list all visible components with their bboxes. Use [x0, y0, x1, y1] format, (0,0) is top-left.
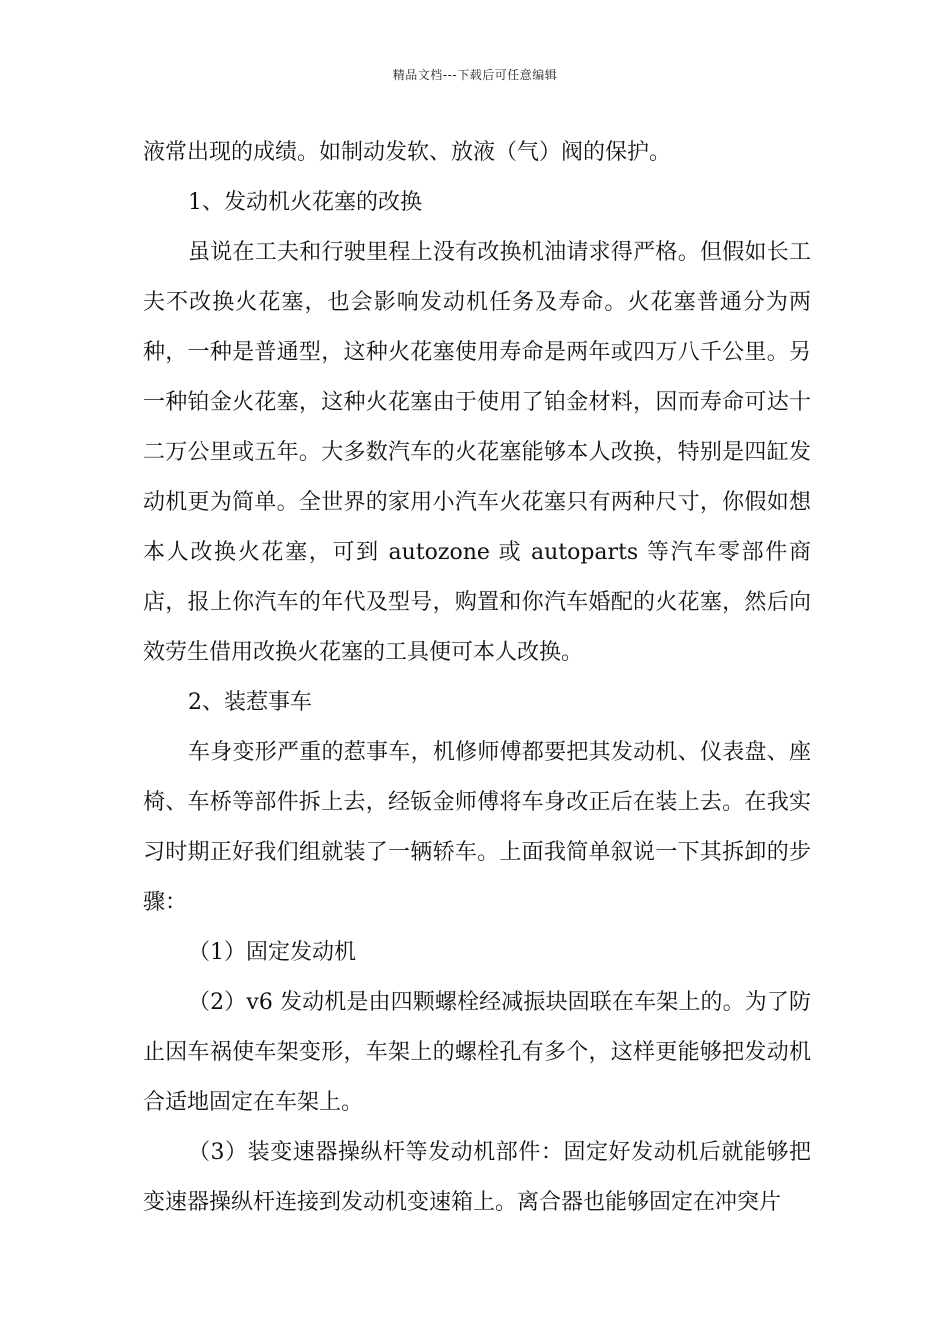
- section-heading-spark-plug: 1、发动机火花塞的改换: [188, 190, 422, 215]
- paragraph-spark-plug: 虽说在工夫和行驶里程上没有改换机油请求得严格。但假如长工夫不改换火花塞，也会影响发动机任务及寿命。火花塞普通分为两种，一种是普通型，这种火花塞使用寿命是两年或四万八千公里。另一种铂金火花塞，这种火花塞由于使用了铂金材料，因而寿命可达十二万公里或五年。大多数汽车的火花塞能够本人改换，特别是四缸发动机更为简单。全世界的家用小汽车火花塞只有两种尺寸，你假如想本人改换火花塞，可到 autozone 或 autoparts 等汽车零部件商店，报上你汽车的年代及型号，购置和你汽车婚配的火花塞，然后向效劳生借用改换火花塞的工具便可本人改换。: [143, 240, 811, 665]
- step-1: （1）固定发动机: [188, 940, 356, 965]
- paragraph-intro-continuation: 液常出现的成绩。如制动发软、放液（气）阀的保护。: [143, 140, 672, 165]
- document-body: [143, 128, 811, 1228]
- step-2: （2）v6 发动机是由四颗螺栓经减振块固联在车架上的。为了防止因车祸使车架变形，车架上的螺栓孔有多个，这样更能够把发动机合适地固定在车架上。: [143, 990, 811, 1115]
- section-heading-accident-car: 2、装惹事车: [188, 690, 312, 715]
- paragraph-accident-car: 车身变形严重的惹事车，机修师傅都要把其发动机、仪表盘、座椅、车桥等部件拆上去，经钣金师傅将车身改正后在装上去。在我实习时期正好我们组就装了一辆轿车。上面我简单叙说一下其拆卸的步骤：: [143, 740, 811, 915]
- step-3: （3）装变速器操纵杆等发动机部件：固定好发动机后就能够把变速器操纵杆连接到发动机变速箱上。离合器也能够固定在冲突片: [143, 1140, 811, 1215]
- page-header: 精品文档---下载后可任意编辑: [392, 68, 558, 82]
